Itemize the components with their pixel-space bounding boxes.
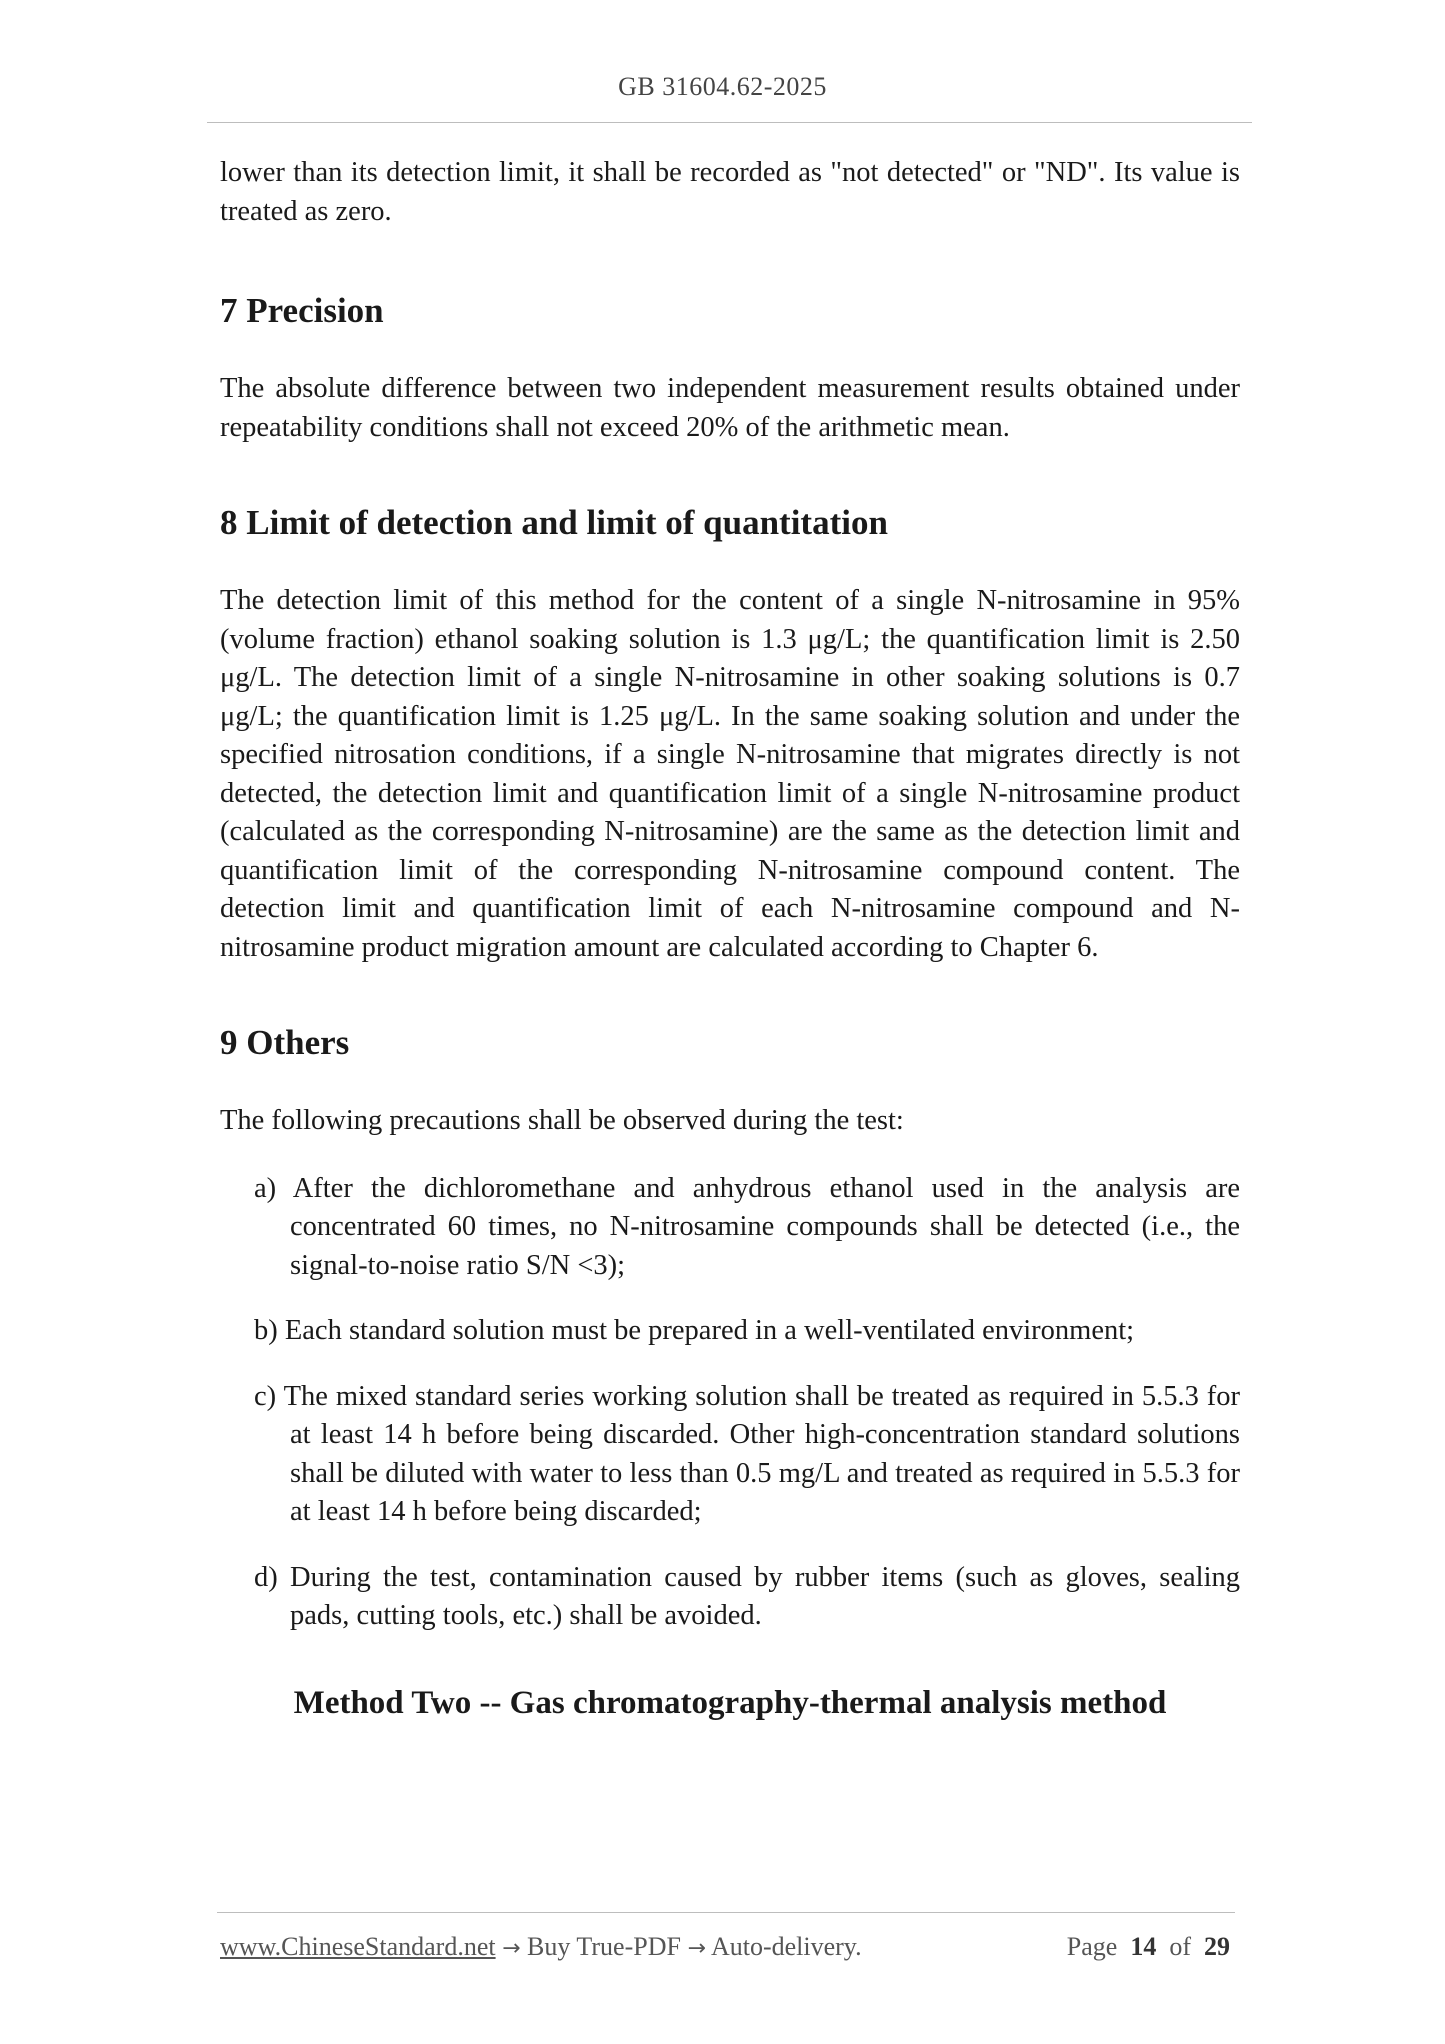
total-pages: 29 — [1204, 1932, 1230, 1961]
footer-promo — [220, 1930, 862, 1966]
section-8-heading: 8 Limit of detection and limit of quantitation — [220, 503, 888, 542]
page-header: GB 31604.62-2025 — [618, 72, 827, 101]
section-8-body: The detection limit of this method for the content of a single N-nitrosamine in 95% (volume fraction) ethanol soaking solution is 1.3 μg/L; the quantification limit is 2.50 μg/L. The detection limit of a single N-nitrosamine in other soaking solutions is 0.7 μg/L; the quantification limit is 1.25 μg/L. In the same soaking solution and under the specified nitrosation conditions, if a single N-nitrosamine that migrates directly is not detected, the detection limit and quantification limit of a single N-nitrosamine product (calculated as the corresponding N-nitrosamine) are the same as the detection limit and quantification limit of the corresponding N-nitrosamine compound content. The detection limit and quantification limit of each N-nitrosamine compound and N-nitrosamine product migration amount are calculated according to Chapter 6. — [220, 585, 1240, 963]
footer-divider — [217, 1912, 1235, 1913]
list-item: d) During the test, contamination caused by rubber items (such as gloves, sealing pads, cutting tools, etc.) shall be avoided. — [254, 1561, 1240, 1631]
list-item: b) Each standard solution must be prepared in a well-ventilated environment; — [254, 1315, 1135, 1346]
of-label: of — [1169, 1932, 1191, 1961]
header-divider — [207, 122, 1252, 123]
site-link[interactable]: www.ChineseStandard.net — [220, 1932, 496, 1961]
list-item: a) After the dichloromethane and anhydrous ethanol used in the analysis are concentrated 60 times, no N-nitrosamine compounds shall be detected (i.e., the signal-to-noise ratio S/N <3); — [254, 1172, 1240, 1281]
section-7-body: The absolute difference between two independent measurement results obtained under repeatability conditions shall not exceed 20% of the arithmetic mean. — [220, 373, 1240, 443]
arrow-right-icon: → — [502, 1936, 521, 1961]
arrow-right-icon: → — [687, 1936, 706, 1961]
page-label: Page — [1066, 1932, 1118, 1961]
page-indicator — [1067, 1930, 1230, 1964]
current-page-number: 14 — [1130, 1932, 1157, 1961]
precautions-list — [220, 1170, 1240, 1636]
intro-paragraph: lower than its detection limit, it shall be recorded as "not detected" or "ND". Its value is treated as zero. — [220, 157, 1240, 227]
method-two-title: Method Two -- Gas chromatography-thermal analysis method — [293, 1684, 1167, 1721]
section-7-heading: 7 Precision — [220, 291, 384, 330]
buy-text: Buy True-PDF — [527, 1932, 681, 1961]
section-9-heading: 9 Others — [220, 1023, 350, 1062]
list-item: c) The mixed standard series working solution shall be treated as required in 5.5.3 for at least 14 h before being discarded. Other high-concentration standard solutions shall be diluted with water to less than 0.5 mg/L and treated as required in 5.5.3 for at least 14 h before being discarded; — [254, 1380, 1240, 1527]
document-body — [220, 154, 1240, 1724]
delivery-text: Auto-delivery. — [710, 1932, 862, 1961]
section-9-intro: The following precautions shall be observed during the test: — [220, 1105, 904, 1136]
